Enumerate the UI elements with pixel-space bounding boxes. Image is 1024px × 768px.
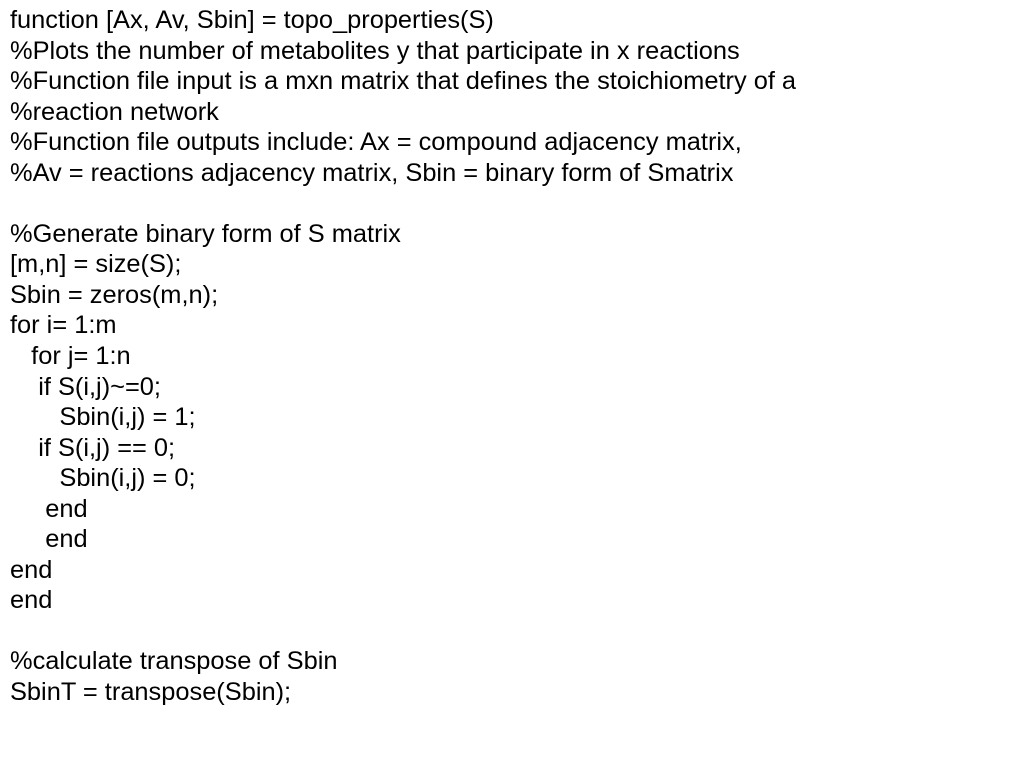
code-line: end	[10, 555, 53, 584]
code-line: function [Ax, Av, Sbin] = topo_properties(S)	[10, 6, 494, 34]
code-line: %Av = reactions adjacency matrix, Sbin = binary form of Smatrix	[10, 158, 734, 187]
code-line: for i= 1:m	[10, 311, 117, 340]
code-line: %reaction network	[10, 97, 219, 126]
code-line: end	[10, 525, 88, 554]
code-line: Sbin(i,j) = 0;	[10, 464, 196, 493]
code-line: %Function file input is a mxn matrix that defines the stoichiometry of a	[10, 67, 797, 96]
code-line: %Plots the number of metabolites y that participate in x reactions	[10, 36, 740, 65]
code-line: for j= 1:n	[10, 342, 131, 371]
code-line: Sbin = zeros(m,n);	[10, 280, 219, 309]
code-line: if S(i,j)~=0;	[10, 372, 161, 401]
code-line: Sbin(i,j) = 1;	[10, 403, 196, 432]
code-line: end	[10, 586, 53, 615]
code-block	[10, 5, 796, 708]
code-line: %calculate transpose of Sbin	[10, 647, 338, 676]
code-line: SbinT = transpose(Sbin);	[10, 678, 292, 707]
code-line: if S(i,j) == 0;	[10, 433, 176, 462]
code-line: [m,n] = size(S);	[10, 250, 182, 279]
code-line: %Generate binary form of S matrix	[10, 219, 401, 248]
code-line: %Function file outputs include: Ax = compound adjacency matrix,	[10, 128, 742, 157]
code-line	[10, 616, 796, 647]
code-line: end	[10, 494, 88, 523]
code-line	[10, 188, 796, 219]
